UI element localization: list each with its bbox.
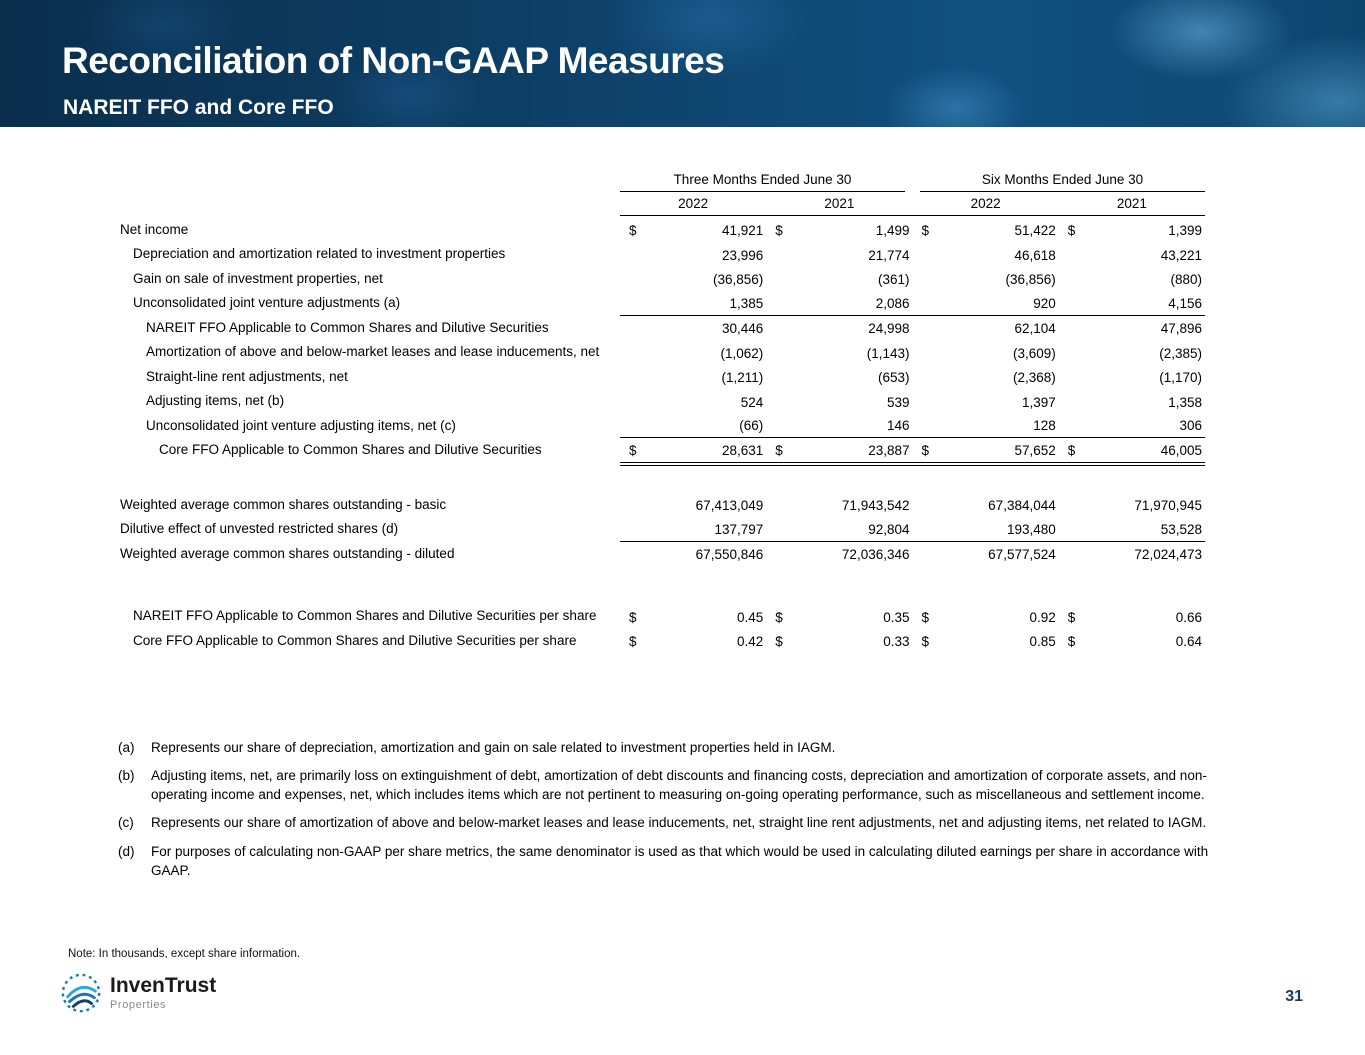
row-values <box>620 292 1205 316</box>
year-header: 2021 <box>824 196 855 211</box>
row-values <box>620 414 1205 438</box>
table-row <box>120 493 1207 517</box>
table-row <box>120 267 1207 291</box>
footnote-mark: (b) <box>118 768 135 784</box>
value: 1,397 <box>1021 394 1056 410</box>
row-label: Gain on sale of investment properties, net <box>133 270 383 286</box>
value: 51,422 <box>1014 223 1056 239</box>
value-cell <box>766 342 912 365</box>
row-label: Weighted average common shares outstanding - basic <box>120 496 447 512</box>
footnote <box>118 842 1210 880</box>
page-title: Reconciliation of Non-GAAP Measures <box>62 40 725 81</box>
footnote-mark: (d) <box>118 843 135 859</box>
value-cell <box>1059 518 1205 541</box>
value: 72,036,346 <box>841 547 910 563</box>
value-cell <box>913 317 1059 340</box>
row-values <box>620 317 1205 340</box>
row-label: Weighted average common shares outstanding - diluted <box>120 545 455 561</box>
table-year-header-row <box>620 192 1205 216</box>
table-row <box>120 414 1207 438</box>
value: 57,652 <box>1014 442 1056 458</box>
row-label: Unconsolidated joint venture adjusting items, net (c) <box>146 417 456 433</box>
value: 53,528 <box>1160 521 1202 537</box>
value: 30,446 <box>721 321 764 337</box>
row-spacer <box>120 566 1207 604</box>
value: (653) <box>877 370 910 386</box>
table-row <box>120 604 1207 628</box>
value: 524 <box>740 394 764 410</box>
footnote-text: Represents our share of amortization of above and below-market leases and lease inducements, net, straight line rent adjustments, net and adjusting items, net related to IAGM. <box>151 815 1207 831</box>
value: (2,385) <box>1159 345 1202 361</box>
value: 24,998 <box>868 321 910 337</box>
value: 0.64 <box>1175 634 1202 650</box>
row-values <box>620 244 1205 267</box>
row-label: Adjusting items, net (b) <box>146 393 285 409</box>
value: 67,384,044 <box>988 498 1056 514</box>
value-cell <box>1059 219 1205 242</box>
value: 0.92 <box>1029 609 1056 625</box>
value: 146 <box>886 418 910 434</box>
page-number: 31 <box>1285 988 1303 1005</box>
globe-swirl-icon <box>60 972 102 1014</box>
value-cell <box>620 518 766 541</box>
value: 0.85 <box>1029 634 1056 650</box>
value: (3,609) <box>1012 345 1056 361</box>
row-label: NAREIT FFO Applicable to Common Shares and Dilutive Securities per share <box>133 608 597 624</box>
value: 0.45 <box>736 609 764 625</box>
value: (2,368) <box>1012 370 1056 386</box>
value: 67,550,846 <box>695 547 764 563</box>
value: 0.66 <box>1175 609 1202 625</box>
value: 28,631 <box>721 442 764 458</box>
value: 4,156 <box>1168 295 1202 311</box>
column-group-six-months: Six Months Ended June 30 <box>920 172 1205 192</box>
row-label: Straight-line rent adjustments, net <box>146 368 348 384</box>
currency-symbol: $ <box>921 634 930 650</box>
table-row <box>120 242 1207 266</box>
value: 46,005 <box>1160 442 1202 458</box>
currency-symbol: $ <box>629 442 637 458</box>
table-group-header-row <box>620 172 1205 192</box>
value-cell <box>620 292 766 315</box>
value: 71,970,945 <box>1134 498 1202 514</box>
row-values <box>620 366 1205 389</box>
row-label: NAREIT FFO Applicable to Common Shares and Dilutive Securities <box>146 319 549 335</box>
value-cell <box>913 414 1059 437</box>
value-cell <box>1059 543 1205 566</box>
value: 1,358 <box>1168 394 1202 410</box>
value-cell <box>620 342 766 365</box>
value: 128 <box>1033 418 1056 434</box>
value: 306 <box>1179 418 1202 434</box>
value: 72,024,473 <box>1134 547 1202 563</box>
company-logo <box>60 972 216 1014</box>
value-cell <box>620 606 766 629</box>
table-row <box>120 291 1207 315</box>
value-cell <box>913 494 1059 517</box>
value-cell <box>766 414 912 437</box>
value-cell <box>1059 317 1205 340</box>
table-row <box>120 542 1207 566</box>
value-cell <box>913 518 1059 541</box>
value-cell <box>766 268 912 291</box>
value-cell <box>766 317 912 340</box>
currency-symbol: $ <box>775 223 783 239</box>
table-row <box>120 316 1207 340</box>
row-values <box>620 219 1205 242</box>
row-values <box>620 518 1205 542</box>
value-cell <box>766 630 912 653</box>
currency-symbol: $ <box>1067 442 1076 458</box>
value: 71,943,542 <box>841 498 910 514</box>
value: 193,480 <box>1006 521 1056 537</box>
row-values <box>620 494 1205 517</box>
value: 0.35 <box>883 609 910 625</box>
value: 46,618 <box>1014 247 1056 263</box>
value-cell <box>620 268 766 291</box>
currency-symbol: $ <box>629 634 637 650</box>
footnote-text: Adjusting items, net, are primarily loss on extinguishment of debt, amortization of debt discounts and financing costs, depreciation and amortization of corporate assets, and non-operating income and expenses, net, which includes items which are not pertinent to measuring on-going operating performance, such as miscellaneous and settlement income. <box>151 768 1207 803</box>
row-values <box>620 543 1205 566</box>
value: 0.33 <box>883 634 910 650</box>
value-cell <box>620 494 766 517</box>
value-cell <box>766 391 912 414</box>
table-rows <box>120 218 1207 653</box>
row-label: Unconsolidated joint venture adjustments (a) <box>133 295 401 311</box>
value-cell <box>766 543 912 566</box>
value: 92,804 <box>868 521 910 537</box>
value-cell <box>1059 439 1205 462</box>
value: 137,797 <box>714 521 764 537</box>
value-cell <box>1059 494 1205 517</box>
value-cell <box>766 219 912 242</box>
currency-symbol: $ <box>629 223 637 239</box>
value-cell <box>620 630 766 653</box>
value-cell <box>1059 342 1205 365</box>
value: 23,996 <box>721 247 764 263</box>
value: 2,086 <box>875 295 910 311</box>
value-cell <box>913 268 1059 291</box>
footnote-text: Represents our share of depreciation, amortization and gain on sale related to investment properties held in IAGM. <box>151 740 836 755</box>
value: (361) <box>877 272 910 288</box>
year-header: 2021 <box>1116 196 1147 211</box>
table-row <box>120 218 1207 242</box>
value-cell <box>766 494 912 517</box>
table-row <box>120 517 1207 541</box>
row-values <box>620 606 1205 629</box>
row-values <box>620 391 1205 414</box>
page-subtitle: NAREIT FFO and Core FFO <box>63 96 334 119</box>
currency-symbol: $ <box>629 609 637 625</box>
table-row <box>120 438 1207 462</box>
value: (1,170) <box>1159 370 1202 386</box>
row-label: Amortization of above and below-market leases and lease inducements, net <box>146 344 600 360</box>
value: (1,211) <box>721 370 764 386</box>
year-header: 2022 <box>678 196 709 211</box>
table-row <box>120 365 1207 389</box>
logo-name: InvenTrust <box>110 974 217 997</box>
value: 62,104 <box>1014 321 1056 337</box>
value: 920 <box>1033 295 1056 311</box>
value-cell <box>1059 630 1205 653</box>
currency-symbol: $ <box>775 634 783 650</box>
value: 21,774 <box>868 247 910 263</box>
value-cell <box>913 292 1059 315</box>
value: (1,143) <box>866 345 910 361</box>
value-cell <box>1059 391 1205 414</box>
value: (880) <box>1170 272 1202 288</box>
units-note: Note: In thousands, except share information. <box>68 948 301 960</box>
value-cell <box>913 244 1059 267</box>
row-spacer <box>120 463 1207 493</box>
value-cell <box>913 219 1059 242</box>
value: 67,577,524 <box>988 547 1056 563</box>
value: 43,221 <box>1160 247 1202 263</box>
value: 539 <box>886 394 910 410</box>
value-cell <box>913 391 1059 414</box>
value-cell <box>1059 366 1205 389</box>
currency-symbol: $ <box>775 609 783 625</box>
value-cell <box>620 219 766 242</box>
value-cell <box>1059 244 1205 267</box>
value: (36,856) <box>1005 272 1056 288</box>
row-values <box>620 268 1205 291</box>
currency-symbol: $ <box>921 609 930 625</box>
row-values <box>620 439 1205 463</box>
currency-symbol: $ <box>921 223 930 239</box>
value: (66) <box>739 418 764 434</box>
footnote-mark: (c) <box>118 815 134 831</box>
value-cell <box>913 606 1059 629</box>
value-cell <box>766 518 912 541</box>
value-cell <box>1059 606 1205 629</box>
footnote <box>118 766 1210 804</box>
value: (1,062) <box>720 345 764 361</box>
value-cell <box>913 342 1059 365</box>
value-cell <box>1059 268 1205 291</box>
currency-symbol: $ <box>921 442 930 458</box>
value: 1,499 <box>875 223 910 239</box>
logo-tagline: Properties <box>110 999 167 1011</box>
value-cell <box>913 543 1059 566</box>
value-cell <box>766 244 912 267</box>
row-label: Core FFO Applicable to Common Shares and Dilutive Securities per share <box>133 632 577 648</box>
value: 1,399 <box>1168 223 1202 239</box>
footnote <box>118 813 1210 832</box>
value-cell <box>913 630 1059 653</box>
value: (36,856) <box>712 272 764 288</box>
value-cell <box>620 414 766 437</box>
currency-symbol: $ <box>1067 609 1076 625</box>
table-row <box>120 340 1207 364</box>
value: 1,385 <box>729 295 764 311</box>
row-label: Core FFO Applicable to Common Shares and Dilutive Securities <box>159 442 542 458</box>
value: 67,413,049 <box>695 498 764 514</box>
row-values <box>620 342 1205 365</box>
value-cell <box>620 391 766 414</box>
value: 41,921 <box>721 223 764 239</box>
value-cell <box>620 543 766 566</box>
row-label: Dilutive effect of unvested restricted shares (d) <box>120 521 399 537</box>
reconciliation-table <box>120 172 1207 653</box>
footnote-mark: (a) <box>118 740 135 755</box>
table-row <box>120 629 1207 653</box>
value-cell <box>620 244 766 267</box>
value-cell <box>620 439 766 462</box>
logo-text <box>110 975 216 1011</box>
footnote-text: For purposes of calculating non-GAAP per share metrics, the same denominator is used as that which would be used in calculating diluted earnings per share in accordance with GAAP. <box>151 843 1209 878</box>
value: 23,887 <box>868 442 910 458</box>
value-cell <box>766 292 912 315</box>
value: 0.42 <box>736 634 764 650</box>
table-row <box>120 389 1207 413</box>
value-cell <box>620 366 766 389</box>
value: 47,896 <box>1160 321 1202 337</box>
value-cell <box>766 439 912 462</box>
currency-symbol: $ <box>1067 223 1076 239</box>
value-cell <box>1059 414 1205 437</box>
year-header: 2022 <box>970 196 1001 211</box>
currency-symbol: $ <box>775 442 783 458</box>
value-cell <box>913 439 1059 462</box>
row-label: Net income <box>120 222 189 237</box>
value-cell <box>1059 292 1205 315</box>
value-cell <box>766 366 912 389</box>
currency-symbol: $ <box>1067 634 1076 650</box>
row-label: Depreciation and amortization related to investment properties <box>133 246 506 262</box>
row-values <box>620 630 1205 653</box>
value-cell <box>913 366 1059 389</box>
header-background <box>0 0 1365 127</box>
footnote <box>118 738 1210 757</box>
footnotes <box>118 738 1210 889</box>
value-cell <box>766 606 912 629</box>
column-group-three-months: Three Months Ended June 30 <box>620 172 905 192</box>
value-cell <box>620 317 766 340</box>
